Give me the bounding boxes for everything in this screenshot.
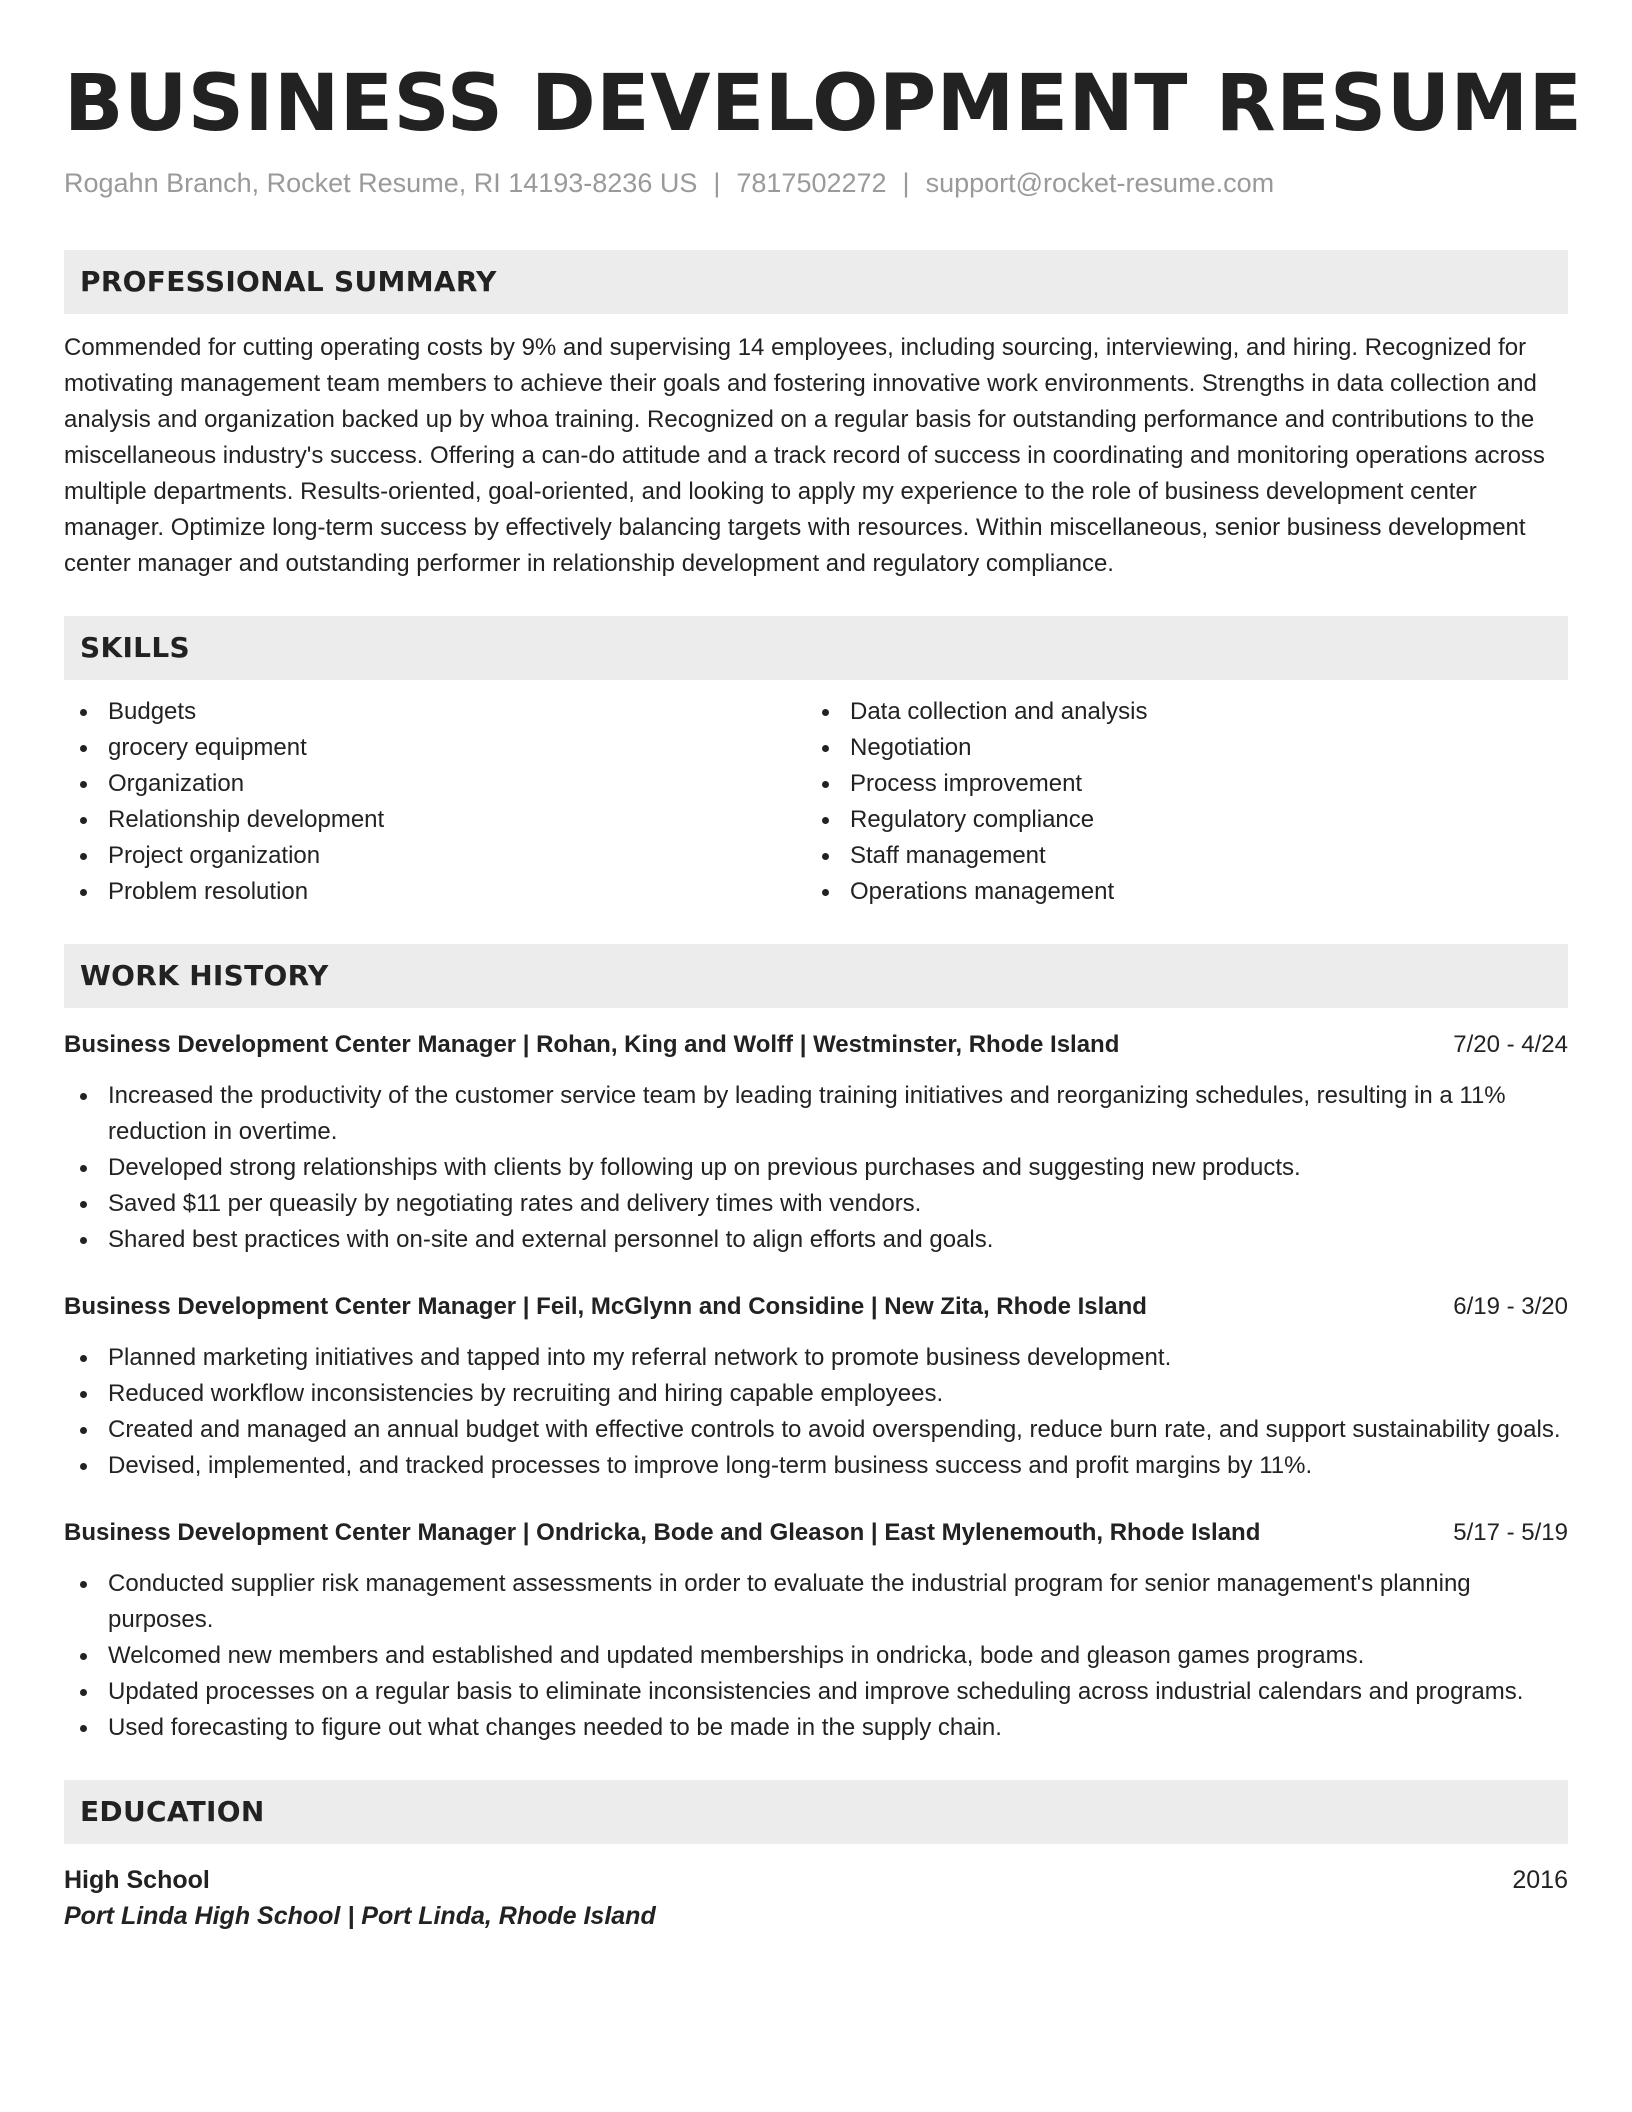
skills-list	[64, 694, 1568, 910]
job-entry	[64, 1290, 1568, 1484]
section-heading-summary: PROFESSIONAL SUMMARY	[64, 250, 1568, 314]
job-bullets	[64, 1078, 1568, 1258]
job-bullet: Conducted supplier risk management assessments in order to evaluate the industrial program for senior management's planning purposes.	[64, 1566, 1568, 1638]
job-header	[64, 1516, 1568, 1550]
resume-title: BUSINESS DEVELOPMENT RESUME	[64, 59, 1583, 149]
skills-column-left	[64, 694, 806, 910]
education-header	[64, 1862, 1568, 1898]
job-bullet: Developed strong relationships with clients by following up on previous purchases and suggesting new products.	[64, 1150, 1568, 1186]
job-header	[64, 1028, 1568, 1062]
job-bullet: Devised, implemented, and tracked processes to improve long-term business success and profit margins by 11%.	[64, 1448, 1568, 1484]
section-heading-work-history: WORK HISTORY	[64, 944, 1568, 1008]
education-degree: High School	[64, 1866, 210, 1894]
job-title: Business Development Center Manager | Ondricka, Bode and Gleason | East Mylenemouth, Rhode Island	[64, 1519, 1261, 1546]
skill-item: Budgets	[64, 694, 806, 730]
skills-column-right	[806, 694, 1548, 910]
job-bullet: Saved $11 per queasily by negotiating rates and delivery times with vendors.	[64, 1186, 1568, 1222]
education-year: 2016	[1512, 1866, 1568, 1894]
job-bullet: Created and managed an annual budget with effective controls to avoid overspending, reduce burn rate, and support sustainability goals.	[64, 1412, 1568, 1448]
job-bullet: Shared best practices with on-site and external personnel to align efforts and goals.	[64, 1222, 1568, 1258]
education-entry	[64, 1862, 1568, 1934]
job-dates: 7/20 - 4/24	[1453, 1031, 1568, 1058]
skill-item: Problem resolution	[64, 874, 806, 910]
skill-item: Operations management	[806, 874, 1548, 910]
job-bullets	[64, 1340, 1568, 1484]
education-school: Port Linda High School | Port Linda, Rhode Island	[64, 1902, 656, 1930]
skill-item: Data collection and analysis	[806, 694, 1548, 730]
skill-item: Process improvement	[806, 766, 1548, 802]
job-title: Business Development Center Manager | Feil, McGlynn and Considine | New Zita, Rhode Island	[64, 1293, 1147, 1320]
skill-item: Regulatory compliance	[806, 802, 1548, 838]
skill-item: Project organization	[64, 838, 806, 874]
contact-separator: |	[713, 168, 721, 198]
job-dates: 5/17 - 5/19	[1453, 1519, 1568, 1546]
summary-text: Commended for cutting operating costs by 9% and supervising 14 employees, including sourcing, interviewing, and hiring. Recognized for motivating management team members to achieve their goals and fostering innovative work environments. Strengths in data collection and analysis and organization backed up by whoa training. Recognized on a regular basis for outstanding performance and contributions to the miscellaneous industry's success. Offering a can-do attitude and a track record of success in coordinating and monitoring operations across multiple departments. Results-oriented, goal-oriented, and looking to apply my experience to the role of business development center manager. Optimize long-term success by effectively balancing targets with resources. Within miscellaneous, senior business development center manager and outstanding performer in relationship development and regulatory compliance.	[64, 334, 1545, 577]
contact-address: Rogahn Branch, Rocket Resume, RI 14193-8236 US	[64, 168, 698, 198]
job-bullets	[64, 1566, 1568, 1746]
job-bullet: Reduced workflow inconsistencies by recruiting and hiring capable employees.	[64, 1376, 1568, 1412]
job-entry	[64, 1028, 1568, 1258]
section-heading-education: EDUCATION	[64, 1780, 1568, 1844]
skill-item: Staff management	[806, 838, 1548, 874]
contact-separator: |	[902, 168, 910, 198]
job-title: Business Development Center Manager | Rohan, King and Wolff | Westminster, Rhode Island	[64, 1031, 1120, 1058]
contact-email: support@rocket-resume.com	[925, 168, 1275, 198]
job-entry	[64, 1516, 1568, 1746]
contact-line	[64, 166, 1568, 200]
contact-phone: 7817502272	[736, 168, 887, 198]
job-bullet: Increased the productivity of the customer service team by leading training initiatives and reorganizing schedules, resulting in a 11% reduction in overtime.	[64, 1078, 1568, 1150]
section-heading-skills: SKILLS	[64, 616, 1568, 680]
skill-item: grocery equipment	[64, 730, 806, 766]
job-bullet: Welcomed new members and established and updated memberships in ondricka, bode and gleason games programs.	[64, 1638, 1568, 1674]
skill-item: Negotiation	[806, 730, 1548, 766]
skill-item: Relationship development	[64, 802, 806, 838]
job-bullet: Planned marketing initiatives and tapped into my referral network to promote business development.	[64, 1340, 1568, 1376]
skill-item: Organization	[64, 766, 806, 802]
job-bullet: Updated processes on a regular basis to eliminate inconsistencies and improve scheduling across industrial calendars and programs.	[64, 1674, 1568, 1710]
job-header	[64, 1290, 1568, 1324]
job-bullet: Used forecasting to figure out what changes needed to be made in the supply chain.	[64, 1710, 1568, 1746]
job-dates: 6/19 - 3/20	[1453, 1293, 1568, 1320]
